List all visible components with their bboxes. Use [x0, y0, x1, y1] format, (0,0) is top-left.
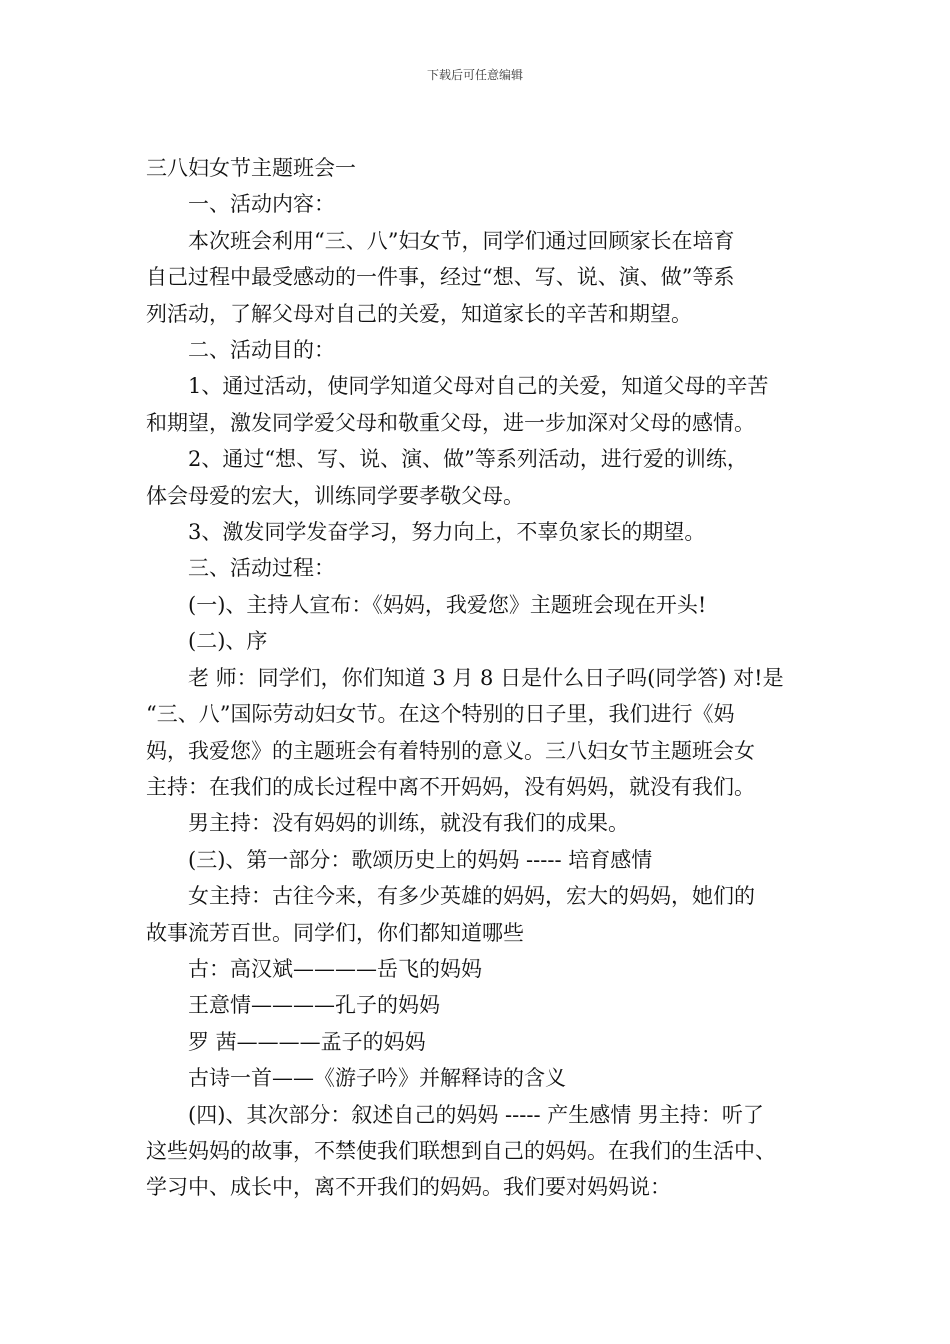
paragraph-line: 男主持：没有妈妈的训练，就没有我们的成果。 [188, 811, 629, 836]
document-body [146, 150, 814, 1206]
paragraph-line: 古诗一首——《游子吟》并解释诗的含义 [188, 1066, 566, 1091]
paragraph-line: 女主持：古往今来，有多少英雄的妈妈，宏大的妈妈，她们的 [188, 884, 755, 909]
paragraph-line: 罗 茜————孟子的妈妈 [188, 1029, 426, 1054]
paragraph-line: 本次班会利用“三、八”妇女节，同学们通过回顾家长在培育 [188, 228, 735, 253]
paragraph-line: 老 师：同学们，你们知道 3 月 8 日是什么日子吗(同学答) 对!是 [188, 665, 784, 690]
paragraph-line: (一)、主持人宣布：《妈妈，我爱您》主题班会现在开头! [188, 592, 707, 617]
paragraph-line: 这些妈妈的故事，不禁使我们联想到自己的妈妈。在我们的生活中、 [146, 1138, 776, 1163]
paragraph-line: 2、通过“想、写、说、演、做”等系列活动，进行爱的训练， [188, 447, 748, 472]
paragraph-line: 学习中、成长中，离不开我们的妈妈。我们要对妈妈说： [146, 1175, 671, 1200]
paragraph-line: 主持：在我们的成长过程中离不开妈妈，没有妈妈，就没有我们。 [146, 774, 755, 799]
paragraph-line: 3、激发同学发奋学习，努力向上，不辜负家长的期望。 [188, 520, 706, 545]
paragraph-line: (四)、其次部分：叙述自己的妈妈 ----- 产生感情 男主持：听了 [188, 1102, 764, 1127]
paragraph-line: 和期望，激发同学爱父母和敬重父母，进一步加深对父母的感情。 [146, 410, 755, 435]
section-heading-process: 三、活动过程： [188, 556, 335, 581]
section-heading-content: 一、活动内容： [188, 192, 335, 217]
paragraph-line: 体会母爱的宏大，训练同学要孝敬父母。 [146, 483, 524, 508]
paragraph-line: 1、通过活动，使同学知道父母对自己的关爱，知道父母的辛苦 [188, 374, 769, 399]
document-title: 三八妇女节主题班会一 [146, 156, 356, 180]
section-heading-purpose: 二、活动目的： [188, 338, 335, 363]
paragraph-line: 王意情————孔子的妈妈 [188, 993, 440, 1018]
paragraph-line: (二)、序 [188, 629, 268, 654]
paragraph-line: (三)、第一部分：歌颂历史上的妈妈 ----- 培育感情 [188, 847, 653, 872]
paragraph-line: 古：高汉斌————岳飞的妈妈 [188, 956, 482, 981]
paragraph-line: “三、八”国际劳动妇女节。在这个特别的日子里，我们进行《妈 [146, 702, 735, 727]
paragraph-line: 列活动，了解父母对自己的关爱，知道家长的辛苦和期望。 [146, 301, 692, 326]
paragraph-line: 故事流芳百世。同学们，你们都知道哪些 [146, 920, 524, 945]
page-header-note: 下载后可任意编辑 [426, 68, 523, 82]
paragraph-line: 妈，我爱您》的主题班会有着特别的意义。三八妇女节主题班会女 [146, 738, 755, 763]
paragraph-line: 自己过程中最受感动的一件事，经过“想、写、说、演、做”等系 [146, 265, 735, 290]
